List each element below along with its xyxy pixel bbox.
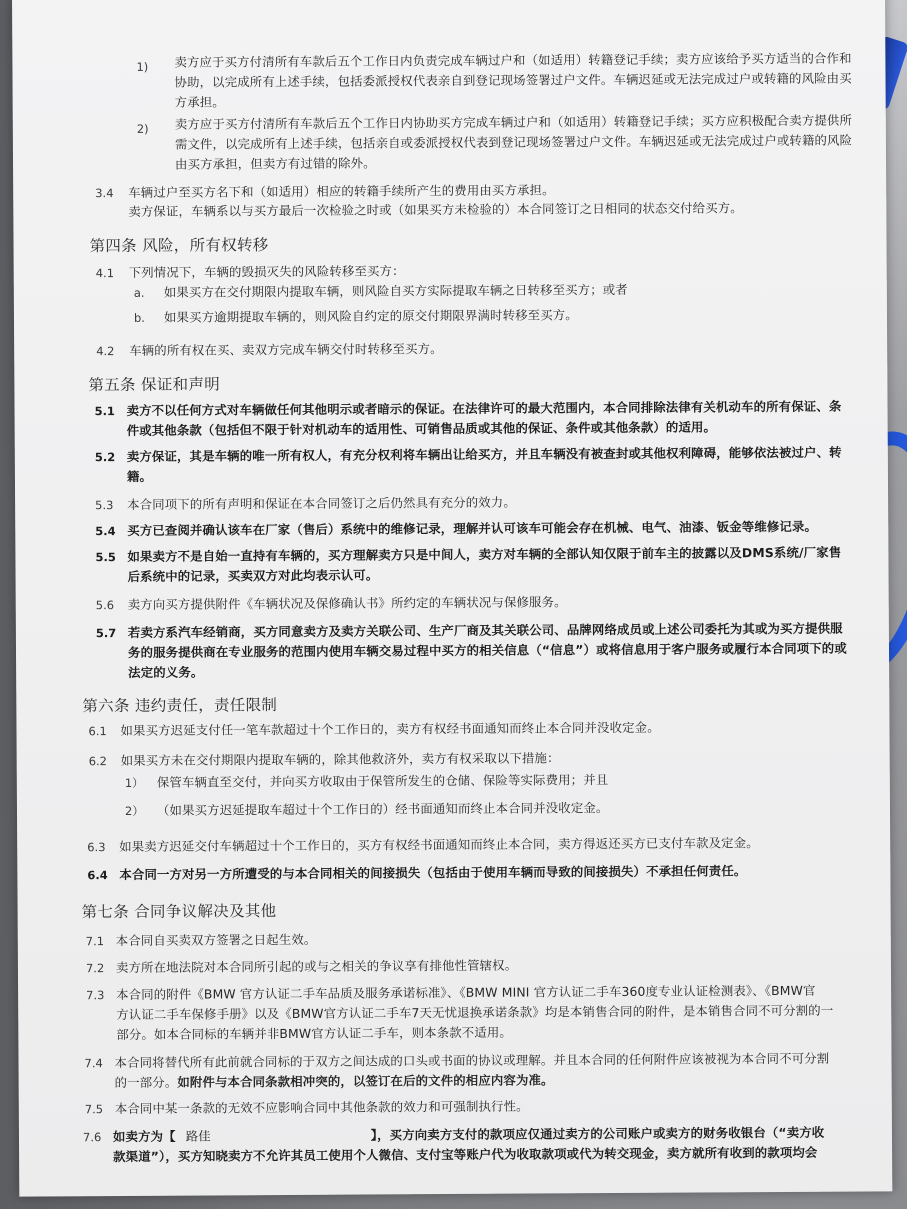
clause-text: 如果买方在交付期限内提取车辆，则风险自买方实际提取车辆之日转移至买方；或者 [163, 281, 628, 300]
clause-text: 务的服务提供商在专业服务的范围内使用车辆交易过程中买方的相关信息（“信息”）或将信息用于客户服务或履行本合同项下的或 [127, 640, 847, 660]
clause-number: 7.2 [85, 961, 105, 976]
clause-text: 本合同将替代所有此前就合同标的于双方之间达成的口头或书面的协议或理解。并且本合同的任何附件应该被视为本合同不可分割 [114, 1050, 830, 1071]
clause-number: 1) [136, 59, 149, 74]
clause-number: 5.5 [95, 550, 116, 565]
clause-number: 5.1 [94, 404, 115, 419]
contract-text [12, 0, 892, 1197]
clause-text: 车辆过户至买方名下和（如适用）相应的转籍手续所产生的费用由买方承担。 [128, 182, 555, 200]
clause-number: 1） [124, 775, 144, 790]
clause-text: 卖方保证，其是车辆的唯一所有权人，有充分权利将车辆出让给买方，并且车辆没有被查封或其他权利障碍，能够依法被过户、转 [126, 444, 842, 464]
clause-text: 本合同中某一条款的无效不应影响合同中其他条款的效力和可强制执行性。 [114, 1098, 529, 1117]
clause-text: 保管车辆直至交付，并向买方收取由于保管所发生的仓储、保险等实际费用；并且 [156, 772, 609, 790]
clause-text [113, 1124, 824, 1146]
clause-text: 如果卖方迟延交付车辆超过十个工作日的，买方有权经书面通知而终止本合同，卖方得返还买方已支付车款及定金。 [119, 835, 759, 855]
clause-text: 卖方应于买方付清所有车款后五个工作日内协助买方完成车辆过户和（如适用）转籍登记手续；买方应积极配合卖方提供所 [174, 112, 853, 132]
clause-number: 5.3 [95, 498, 114, 513]
section-heading: 第六条 违约责任，责任限制 [82, 696, 278, 716]
clause-number: 5.4 [95, 524, 116, 539]
clause-text: 本合同项下的所有声明和保证在本合同签订之后仍然具有充分的效力。 [127, 494, 516, 512]
clause-text: 买方已查阅并确认该车在厂家（售后）系统中的维修记录，理解并认可该车可能会存在机械、电气、油漆、钣金等维修记录。 [127, 518, 818, 538]
clause-number: 4.1 [95, 266, 115, 281]
section-heading: 第七条 合同争议解决及其他 [81, 902, 277, 922]
clause-text: 件或其他条款（包括但不限于针对机动车的适用性、可销售品质或其他的保证、条件或其他条款）的适用。 [126, 419, 717, 438]
clause-text: 如果买方迟延支付任一笔车款超过十个工作日的，卖方有权经书面通知而终止本合同并没收定金。 [120, 719, 660, 739]
clause-text-part: 】，买方向卖方支付的款项应仅通过卖方的公司账户或卖方的财务收银台（“卖方收 [370, 1124, 825, 1143]
clause-number: 2) [136, 121, 149, 136]
section-heading: 第五条 保证和声明 [88, 375, 221, 395]
clause-text: 协助，以完成所有上述手续，包括委派授权代表亲自到登记现场签署过户文件。车辆迟延或无法完成过户或转籍的风险由买 [174, 70, 852, 90]
clause-text: 方承担。 [174, 94, 225, 110]
clause-text: 本合同的附件《BMW 官方认证二手车品质及服务承诺标准》、《BMW MINI 官方认证二手车360度专业认证检测表》、《BMW官 [116, 982, 816, 1003]
clause-text: 本合同自买卖双方签署之日起生效。 [115, 931, 317, 949]
clause-text-part: 的一部分。 [114, 1074, 178, 1091]
clause-number: 7.3 [86, 988, 105, 1003]
clause-number: 5.6 [95, 598, 115, 613]
clause-number: b. [133, 310, 145, 325]
clause-number: 7.5 [84, 1102, 104, 1117]
clause-number: 5.7 [95, 626, 117, 641]
clause-text: 如果卖方不是自始一直持有车辆的，买方理解卖方只是中间人，卖方对车辆的全部认知仅限于前车主的披露以及DMS系统/厂家售 [127, 544, 842, 564]
clause-text: 由买方承担，但卖方有过错的除外。 [174, 155, 376, 172]
clause-number: 2） [124, 803, 144, 818]
clause-text: 法定的义务。 [128, 664, 204, 680]
seller-name-field [176, 1126, 371, 1145]
clause-text-part: 如卖方为【 [112, 1128, 176, 1145]
clause-text: 籍。 [126, 468, 153, 484]
clause-text [115, 1071, 554, 1092]
clause-text: 卖方应于买方付清所有车款后五个工作日内负责完成车辆过户和（如适用）转籍登记手续；卖方应该给予买方适当的合作和 [174, 50, 852, 70]
clause-number: 3.4 [95, 186, 114, 201]
clause-text: 款渠道”），买方知晓卖方不允许其员工使用个人微信、支付宝等账户代为收取款项或代为转交现金，卖方就所有收到的款项均会 [113, 1144, 818, 1165]
clause-text: 如果买方未在交付期限内提取车辆的，除其他救济外，卖方有权采取以下措施： [120, 750, 560, 769]
clause-text: 卖方保证，车辆系以与买方最后一次检验之时或（如果买方未检验的）本合同签订之日相同的状态交付给买方。 [128, 200, 743, 219]
clause-text: 若卖方系汽车经销商，买方同意卖方及卖方关联公司、生产厂商及其关联公司、品牌网络成员或上述公司委托为其或为买方提供服 [127, 620, 843, 640]
clause-text: 卖方所在地法院对本合同所引起的或与之相关的争议享有排他性管辖权。 [115, 957, 518, 976]
clause-text: 后系统中的记录，买卖双方对此均表示认可。 [127, 567, 379, 584]
clause-text: 卖方不以任何方式对车辆做任何其他明示或者暗示的保证。在法律许可的最大范围内，本合同排除法律有关机动车的所有保证、条 [126, 398, 842, 418]
clause-text: 卖方向买方提供附件《车辆状况及保修确认书》所约定的车辆状况与保修服务。 [127, 594, 567, 612]
clause-text: 方认证二手车保修手册》以及《BMW官方认证二手车7天无忧退换承诺条款》均是本销售合同的附件，是本销售合同不可分割的一 [116, 1002, 834, 1023]
clause-number: 7.4 [84, 1056, 103, 1071]
clause-number: 6.4 [87, 868, 108, 883]
clause-text: 车辆的所有权在买、卖双方完成车辆交付时转移至买方。 [129, 341, 443, 358]
clause-text: 下列情况下，车辆的毁损灭失的风险转移至买方： [128, 263, 405, 280]
clause-text: 如果买方逾期提取车辆的，则风险自约定的原交付期限界满时转移至买方。 [163, 307, 578, 325]
seller-name-value: 路佳 [185, 1128, 211, 1144]
clause-number: 4.2 [96, 344, 115, 359]
section-heading: 第四条 风险，所有权转移 [89, 236, 269, 256]
clause-text: 本合同一方对另一方所遭受的与本合同相关的间接损失（包括由于使用车辆而导致的间接损失）不承担任何责任。 [119, 863, 747, 883]
clause-number: 6.3 [87, 840, 106, 855]
contract-page [12, 0, 892, 1197]
clause-text-bold: 如附件与本合同条款相冲突的，以签订在后的文件的相应内容为准。 [177, 1072, 554, 1090]
clause-text: 部分。如本合同标的车辆并非BMW官方认证二手车，则本条款不适用。 [116, 1024, 512, 1043]
clause-number: 6.2 [88, 754, 108, 769]
clause-number: 6.1 [88, 724, 107, 739]
clause-number: a. [133, 285, 145, 300]
clause-text: （如果买方迟延提取车超过十个工作日的）经书面通知而终止本合同并没收定金。 [156, 800, 609, 818]
clause-number: 7.6 [82, 1130, 102, 1145]
clause-text: 需文件，以完成所有上述手续，包括亲自或委派授权代表到登记现场签署过户文件。车辆迟延或无法完成过户或转籍的风险 [174, 132, 853, 152]
clause-number: 5.2 [94, 450, 116, 465]
clause-number: 7.1 [85, 934, 105, 949]
